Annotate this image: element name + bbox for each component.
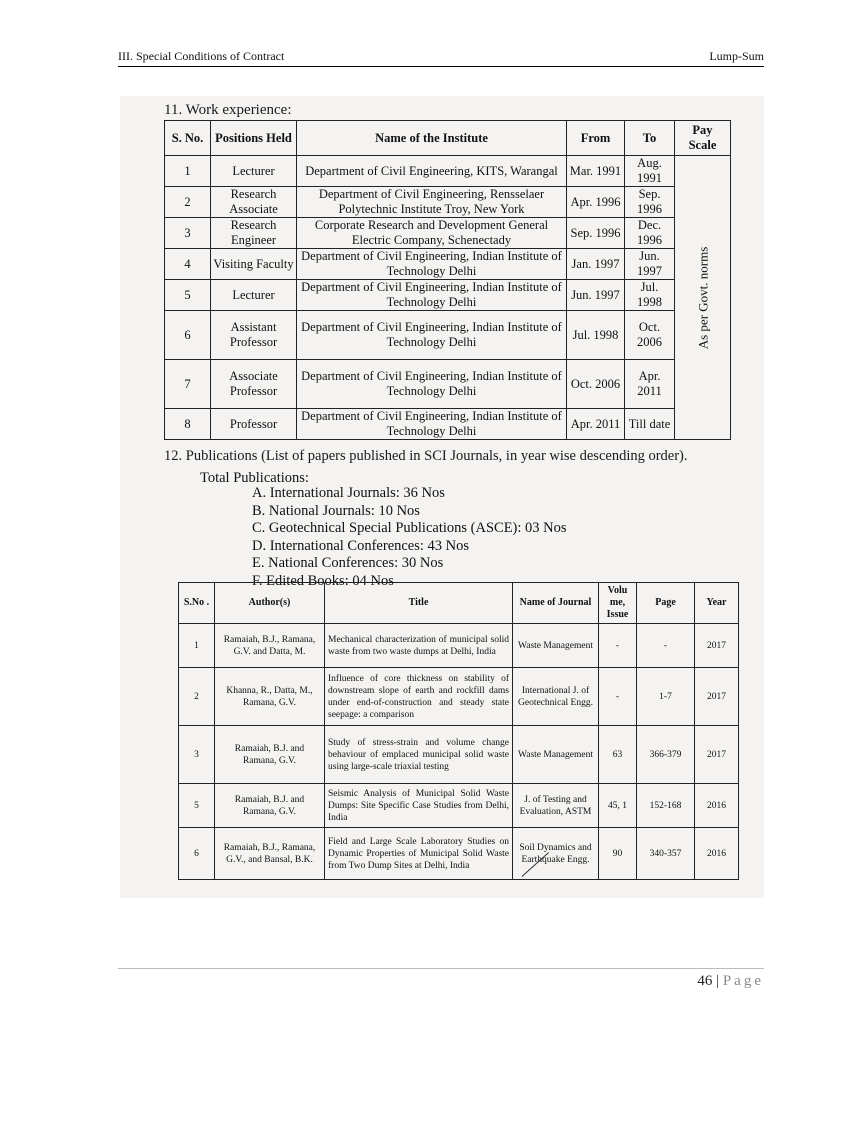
cell-title: Influence of core thickness on stability of downstream slope of earth and rockfill dams under end-of-construction and steady state seepage: a comparison xyxy=(325,668,513,726)
cell-sno: 6 xyxy=(165,311,211,360)
cell-volume: - xyxy=(599,624,637,668)
cell-volume: 45, 1 xyxy=(599,784,637,828)
table-row xyxy=(165,187,731,218)
cell-volume: - xyxy=(599,668,637,726)
cell-institute: Department of Civil Engineering, Indian Institute of Technology Delhi xyxy=(297,409,567,440)
cell-from: Jun. 1997 xyxy=(567,280,625,311)
work-experience-table xyxy=(164,120,731,440)
cell-title: Seismic Analysis of Municipal Solid Waste Dumps: Site Specific Case Studies from Delhi, India xyxy=(325,784,513,828)
cell-title: Study of stress-strain and volume change behaviour of emplaced municipal solid waste using large-scale triaxial testing xyxy=(325,726,513,784)
page-number xyxy=(697,973,764,990)
cell-from: Jan. 1997 xyxy=(567,249,625,280)
page-number-value: 46 xyxy=(697,973,713,989)
table-row xyxy=(165,409,731,440)
cell-to: Oct. 2006 xyxy=(625,311,675,360)
cell-journal: Waste Management xyxy=(513,726,599,784)
col-title: Title xyxy=(325,583,513,624)
cell-from: Apr. 1996 xyxy=(567,187,625,218)
cell-year: 2017 xyxy=(695,624,739,668)
table-row xyxy=(179,726,739,784)
cell-to: Aug. 1991 xyxy=(625,156,675,187)
cell-volume: 63 xyxy=(599,726,637,784)
cell-year: 2016 xyxy=(695,828,739,880)
cell-sno: 6 xyxy=(179,828,215,880)
col-page: Page xyxy=(637,583,695,624)
col-from: From xyxy=(567,121,625,156)
page-word: Page xyxy=(722,973,764,989)
work-table-header-row xyxy=(165,121,731,156)
table-row xyxy=(179,624,739,668)
table-row xyxy=(165,311,731,360)
cell-institute: Department of Civil Engineering, KITS, Warangal xyxy=(297,156,567,187)
cell-sno: 5 xyxy=(165,280,211,311)
col-sno: S. No. xyxy=(165,121,211,156)
col-authors: Author(s) xyxy=(215,583,325,624)
table-row xyxy=(165,218,731,249)
cell-position: Assistant Professor xyxy=(211,311,297,360)
page-header xyxy=(118,46,764,67)
cell-from: Oct. 2006 xyxy=(567,360,625,409)
cell-institute: Department of Civil Engineering, Indian Institute of Technology Delhi xyxy=(297,280,567,311)
col-journal: Name of Journal xyxy=(513,583,599,624)
cell-authors: Ramaiah, B.J., Ramana, G.V., and Bansal, B.K. xyxy=(215,828,325,880)
total-publications-label: Total Publications: xyxy=(200,470,309,486)
publications-title: 12. Publications (List of papers published in SCI Journals, in year wise descending order). xyxy=(164,448,688,464)
cell-from: Apr. 2011 xyxy=(567,409,625,440)
cell-sno: 8 xyxy=(165,409,211,440)
publication-counts-list xyxy=(252,485,567,591)
col-to: To xyxy=(625,121,675,156)
cell-year: 2016 xyxy=(695,784,739,828)
cell-year: 2017 xyxy=(695,668,739,726)
cell-sno: 3 xyxy=(165,218,211,249)
publications-table xyxy=(178,582,739,880)
cell-journal: J. of Testing and Evaluation, ASTM xyxy=(513,784,599,828)
cell-journal: Soil Dynamics and Earthquake Engg. xyxy=(513,828,599,880)
footer-divider xyxy=(118,968,764,969)
cell-page: 152-168 xyxy=(637,784,695,828)
cell-to: Sep. 1996 xyxy=(625,187,675,218)
table-row xyxy=(165,280,731,311)
cell-sno: 2 xyxy=(179,668,215,726)
table-row xyxy=(179,668,739,726)
scanned-document-region xyxy=(120,96,764,898)
work-experience-title: 11. Work experience: xyxy=(164,102,292,118)
cell-position: Lecturer xyxy=(211,280,297,311)
cell-authors: Ramaiah, B.J. and Ramana, G.V. xyxy=(215,784,325,828)
cell-to: Jun. 1997 xyxy=(625,249,675,280)
cell-sno: 2 xyxy=(165,187,211,218)
cell-institute: Department of Civil Engineering, Rensselaer Polytechnic Institute Troy, New York xyxy=(297,187,567,218)
cell-sno: 1 xyxy=(179,624,215,668)
col-year: Year xyxy=(695,583,739,624)
cell-year: 2017 xyxy=(695,726,739,784)
cell-from: Jul. 1998 xyxy=(567,311,625,360)
col-institute: Name of the Institute xyxy=(297,121,567,156)
cell-journal: International J. of Geotechnical Engg. xyxy=(513,668,599,726)
cell-position: Professor xyxy=(211,409,297,440)
cell-page: 366-379 xyxy=(637,726,695,784)
cell-page: 340-357 xyxy=(637,828,695,880)
cell-to: Jul. 1998 xyxy=(625,280,675,311)
list-item: E. National Conferences: 30 Nos xyxy=(252,555,444,572)
page-number-separator: | xyxy=(716,973,720,989)
table-row xyxy=(179,828,739,880)
cell-sno: 3 xyxy=(179,726,215,784)
header-left-text: III. Special Conditions of Contract xyxy=(118,49,285,63)
list-item: B. National Journals: 10 Nos xyxy=(252,502,420,519)
col-volume: Volu me, Issue xyxy=(599,583,637,624)
cell-to: Till date xyxy=(625,409,675,440)
list-item: A. International Journals: 36 Nos xyxy=(252,485,445,501)
cell-to: Dec. 1996 xyxy=(625,218,675,249)
cell-authors: Khanna, R., Datta, M., Ramana, G.V. xyxy=(215,668,325,726)
cell-pay-scale xyxy=(675,156,731,440)
table-row xyxy=(165,156,731,187)
cell-title: Mechanical characterization of municipal solid waste from two waste dumps at Delhi, India xyxy=(325,624,513,668)
header-right-text: Lump-Sum xyxy=(709,49,764,63)
cell-page: 1-7 xyxy=(637,668,695,726)
cell-institute: Department of Civil Engineering, Indian Institute of Technology Delhi xyxy=(297,249,567,280)
cell-sno: 4 xyxy=(165,249,211,280)
cell-sno: 7 xyxy=(165,360,211,409)
cell-sno: 5 xyxy=(179,784,215,828)
pub-table-header-row xyxy=(179,583,739,624)
cell-from: Mar. 1991 xyxy=(567,156,625,187)
col-positions: Positions Held xyxy=(211,121,297,156)
cell-page: - xyxy=(637,624,695,668)
list-item: C. Geotechnical Special Publications (ASCE): 03 Nos xyxy=(252,520,567,537)
cell-position: Research Engineer xyxy=(211,218,297,249)
cell-position: Research Associate xyxy=(211,187,297,218)
table-row xyxy=(165,249,731,280)
cell-authors: Ramaiah, B.J., Ramana, G.V. and Datta, M. xyxy=(215,624,325,668)
pay-scale-text: As per Govt. norms xyxy=(695,246,710,349)
cell-sno: 1 xyxy=(165,156,211,187)
cell-position: Lecturer xyxy=(211,156,297,187)
cell-position: Associate Professor xyxy=(211,360,297,409)
col-pay-scale: Pay Scale xyxy=(675,121,731,156)
col-sno: S.No . xyxy=(179,583,215,624)
cell-title: Field and Large Scale Laboratory Studies on Dynamic Properties of Municipal Solid Waste from Two Dump Sites at Delhi, India xyxy=(325,828,513,880)
table-row xyxy=(165,360,731,409)
cell-volume: 90 xyxy=(599,828,637,880)
cell-authors: Ramaiah, B.J. and Ramana, G.V. xyxy=(215,726,325,784)
cell-to: Apr. 2011 xyxy=(625,360,675,409)
list-item: F. Edited Books: 04 Nos xyxy=(252,572,394,589)
cell-institute: Corporate Research and Development General Electric Company, Schenectady xyxy=(297,218,567,249)
list-item: D. International Conferences: 43 Nos xyxy=(252,537,470,554)
table-row xyxy=(179,784,739,828)
cell-position: Visiting Faculty xyxy=(211,249,297,280)
cell-institute: Department of Civil Engineering, Indian Institute of Technology Delhi xyxy=(297,311,567,360)
cell-institute: Department of Civil Engineering, Indian Institute of Technology Delhi xyxy=(297,360,567,409)
cell-journal: Waste Management xyxy=(513,624,599,668)
cell-from: Sep. 1996 xyxy=(567,218,625,249)
